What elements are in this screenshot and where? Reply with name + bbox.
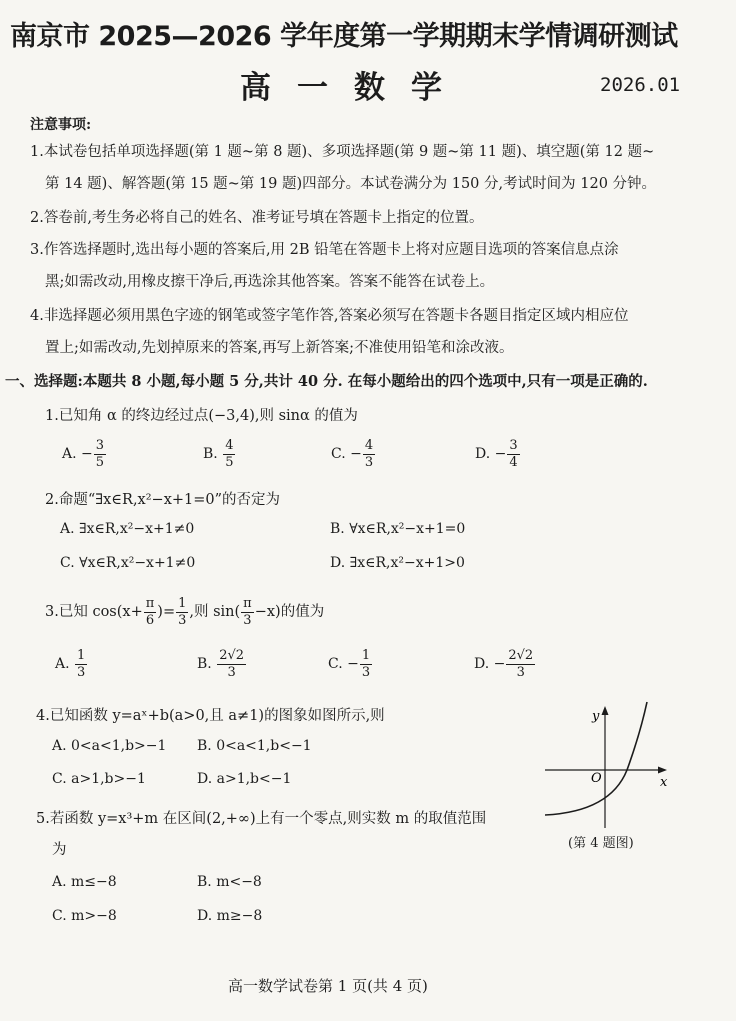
origin-label: O (591, 771, 602, 786)
denominator: 3 (243, 612, 252, 628)
option-label: D. (475, 446, 491, 463)
option-fraction (360, 648, 372, 680)
option-fraction (506, 648, 535, 680)
q5-option-b: B. m<−8 (197, 874, 262, 890)
q4-option-d: D. a>1,b<−1 (197, 771, 292, 787)
numerator: π (145, 596, 155, 611)
numerator: 4 (225, 438, 234, 453)
denominator: 4 (509, 454, 518, 470)
question-5-line-2: 为 (52, 842, 67, 858)
option-label: C. (328, 656, 343, 673)
option-label: A. (62, 446, 77, 463)
denominator: 5 (95, 454, 105, 470)
denominator: 3 (516, 664, 525, 680)
graph-caption: (第 4 题图) (568, 836, 634, 851)
numerator: 2√2 (508, 648, 534, 663)
q5-option-d: D. m≥−8 (197, 908, 263, 924)
denominator: 3 (178, 612, 187, 628)
numerator: 3 (509, 438, 518, 453)
q3-frac-3 (241, 596, 254, 628)
numerator: 1 (77, 648, 86, 663)
q3-stem-mid-2: ,则 sin( (189, 604, 241, 621)
note-4-line-1: 4.非选择题必须用黑色字迹的钢笔或签字笔作答,答案必须写在答题卡各题目指定区域内相应位 (30, 308, 629, 324)
q2-option-a: A. ∃x∈R,x²−x+1≠0 (60, 521, 195, 537)
q3-stem-post: −x)的值为 (254, 604, 325, 621)
q1-option-d (475, 438, 521, 470)
denominator: 6 (145, 612, 155, 628)
section-1-heading: 一、选择题:本题共 8 小题,每小题 5 分,共计 40 分. 在每小题给出的四个选项中,只有一项是正确的. (5, 373, 648, 390)
option-fraction (75, 648, 87, 680)
q3-frac-1 (144, 596, 157, 628)
option-label: C. (331, 446, 346, 463)
q4-function-graph (545, 700, 675, 828)
option-fraction (223, 438, 235, 470)
x-axis-label: x (660, 775, 668, 790)
x-axis-arrow (658, 767, 667, 774)
q1-option-b (203, 438, 236, 470)
q3-stem-pre: 3.已知 cos(x+ (45, 604, 143, 621)
q2-option-d: D. ∃x∈R,x²−x+1>0 (330, 555, 465, 571)
denominator: 3 (77, 664, 86, 680)
q4-option-c: C. a>1,b>−1 (52, 771, 146, 787)
q4-option-a: A. 0<a<1,b>−1 (52, 738, 167, 754)
numerator: 1 (178, 596, 187, 611)
page-footer: 高一数学试卷第 1 页(共 4 页) (228, 977, 428, 995)
q3-frac-2 (176, 596, 188, 628)
option-fraction (217, 648, 246, 680)
numerator: 3 (95, 438, 105, 453)
note-1-line-2: 第 14 题)、解答题(第 15 题~第 19 题)四部分。本试卷满分为 150 分,考试时间为 120 分钟。 (45, 176, 657, 192)
notes-heading: 注意事项: (30, 117, 92, 133)
q5-option-a: A. m≤−8 (52, 874, 117, 890)
q2-option-c: C. ∀x∈R,x²−x+1≠0 (60, 555, 196, 571)
note-2: 2.答卷前,考生务必将自己的姓名、准考证号填在答题卡上指定的位置。 (30, 210, 484, 226)
question-2-stem: 2.命题“∃x∈R,x²−x+1=0”的否定为 (45, 492, 281, 508)
option-sign: − (493, 656, 506, 673)
q3-option-b (197, 648, 247, 680)
option-label: D. (474, 656, 490, 673)
q3-stem-mid-1: )= (157, 604, 176, 621)
denominator: 5 (225, 454, 234, 470)
option-fraction (507, 438, 519, 470)
q3-option-d (474, 648, 536, 680)
option-label: B. (203, 446, 218, 463)
numerator: 4 (364, 438, 374, 453)
note-3-line-2: 黑;如需改动,用橡皮擦干净后,再选涂其他答案。答案不能答在试卷上。 (45, 274, 495, 290)
option-sign: − (350, 446, 362, 463)
q1-option-c (331, 438, 376, 470)
question-4-stem: 4.已知函数 y=aˣ+b(a>0,且 a≠1)的图象如图所示,则 (36, 708, 385, 724)
option-label: B. (197, 656, 212, 673)
option-sign: − (347, 656, 359, 673)
option-label: A. (55, 656, 70, 673)
subject-heading: 高一数学 (240, 70, 468, 106)
option-fraction (363, 438, 375, 470)
q1-option-a (62, 438, 107, 470)
option-fraction (94, 438, 106, 470)
q2-option-b: B. ∀x∈R,x²−x+1=0 (330, 521, 466, 537)
numerator: 2√2 (219, 648, 245, 663)
numerator: π (243, 596, 252, 611)
q5-option-c: C. m>−8 (52, 908, 117, 924)
option-sign: − (81, 446, 93, 463)
denominator: 3 (364, 454, 374, 470)
y-axis-label: y (592, 709, 600, 724)
q3-option-a (55, 648, 88, 680)
note-4-line-2: 置上;如需改动,先划掉原来的答案,再写上新答案;不准使用铅笔和涂改液。 (45, 340, 514, 356)
question-1-stem: 1.已知角 α 的终边经过点(−3,4),则 sinα 的值为 (45, 408, 358, 424)
denominator: 3 (227, 664, 236, 680)
question-3-stem (45, 596, 324, 628)
y-axis-arrow (602, 706, 609, 715)
denominator: 3 (361, 664, 371, 680)
note-3-line-1: 3.作答选择题时,选出每小题的答案后,用 2B 铅笔在答题卡上将对应题目选项的答案信息点涂 (30, 242, 619, 258)
exam-date: 2026.01 (600, 74, 681, 96)
question-5-line-1: 5.若函数 y=x³+m 在区间(2,+∞)上有一个零点,则实数 m 的取值范围 (36, 811, 487, 827)
q3-option-c (328, 648, 373, 680)
numerator: 1 (361, 648, 371, 663)
option-sign: − (494, 446, 507, 463)
exam-title: 南京市 2025—2026 学年度第一学期期末学情调研测试 (10, 21, 678, 52)
q4-option-b: B. 0<a<1,b<−1 (197, 738, 312, 754)
note-1-line-1: 1.本试卷包括单项选择题(第 1 题~第 8 题)、多项选择题(第 9 题~第 11 题)、填空题(第 12 题~ (30, 144, 655, 160)
